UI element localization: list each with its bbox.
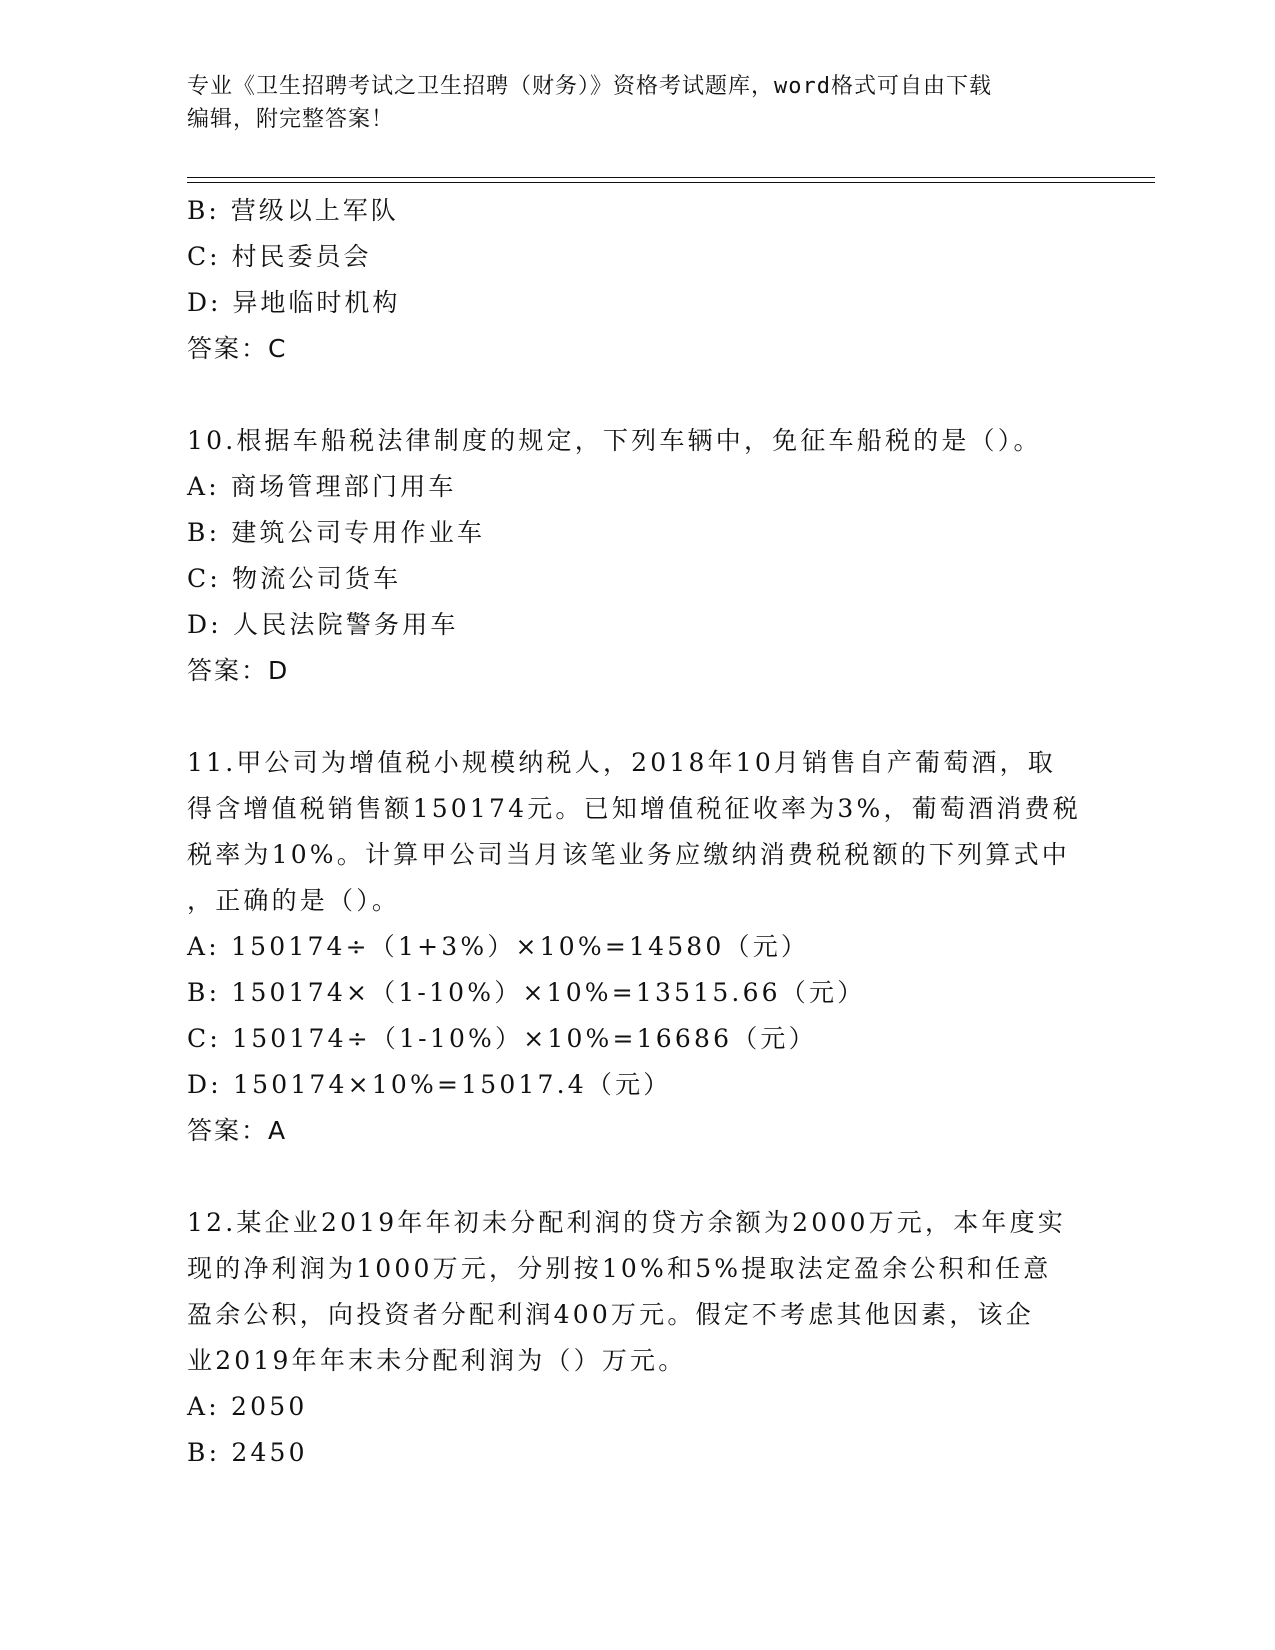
question-stem: 业2019年年末未分配利润为（）万元。 — [187, 1346, 687, 1375]
question-stem: 10.根据车船税法律制度的规定，下列车辆中，免征车船税的是（）。 — [187, 426, 1042, 455]
question-12 — [187, 1200, 1087, 1476]
question-stem: 盈余公积，向投资者分配利润400万元。假定不考虑其他因素，该企 — [187, 1300, 1034, 1329]
answer-line: 答案：C — [187, 334, 288, 363]
question-stem: 现的净利润为1000万元，分别按10%和5%提取法定盈余公积和任意 — [187, 1254, 1052, 1283]
option-a: A: 150174÷（1+3%）×10%=14580（元） — [187, 932, 810, 961]
option-a: A: 2050 — [187, 1392, 308, 1421]
header-divider-bottom — [187, 182, 1155, 183]
answer-line: 答案：A — [187, 1116, 288, 1145]
option-b: B: 2450 — [187, 1438, 308, 1467]
question-stem: ，正确的是（）。 — [187, 886, 401, 915]
header-line-1: 专业《卫生招聘考试之卫生招聘（财务）》资格考试题库，word格式可自由下载 — [187, 74, 992, 99]
option-d: D: 150174×10%=15017.4（元） — [187, 1070, 672, 1099]
spacer — [187, 372, 1087, 418]
question-11 — [187, 740, 1087, 1154]
option-b: B: 建筑公司专用作业车 — [187, 518, 486, 547]
document-header — [187, 70, 1087, 136]
option-c: C: 村民委员会 — [187, 242, 372, 271]
answer-line: 答案：D — [187, 656, 290, 685]
header-line-2: 编辑，附完整答案！ — [187, 107, 395, 132]
question-stem: 得含增值税销售额150174元。已知增值税征收率为3%，葡萄酒消费税 — [187, 794, 1081, 823]
option-b: B: 150174×（1-10%）×10%=13515.66（元） — [187, 978, 866, 1007]
option-d: D: 人民法院警务用车 — [187, 610, 459, 639]
question-stem: 税率为10%。计算甲公司当月该笔业务应缴纳消费税税额的下列算式中 — [187, 840, 1070, 869]
question-stem: 11.甲公司为增值税小规模纳税人，2018年10月销售自产葡萄酒，取 — [187, 748, 1056, 777]
option-b: B: 营级以上军队 — [187, 196, 399, 225]
question-9-continuation — [187, 188, 1087, 372]
option-d: D: 异地临时机构 — [187, 288, 401, 317]
question-10 — [187, 418, 1087, 694]
option-c: C: 物流公司货车 — [187, 564, 402, 593]
document-body — [187, 188, 1087, 1476]
spacer — [187, 694, 1087, 740]
option-c: C: 150174÷（1-10%）×10%=16686（元） — [187, 1024, 817, 1053]
option-a: A: 商场管理部门用车 — [187, 472, 457, 501]
spacer — [187, 1154, 1087, 1200]
question-stem: 12.某企业2019年年初未分配利润的贷方余额为2000万元，本年度实 — [187, 1208, 1067, 1237]
header-divider-top — [187, 177, 1155, 178]
